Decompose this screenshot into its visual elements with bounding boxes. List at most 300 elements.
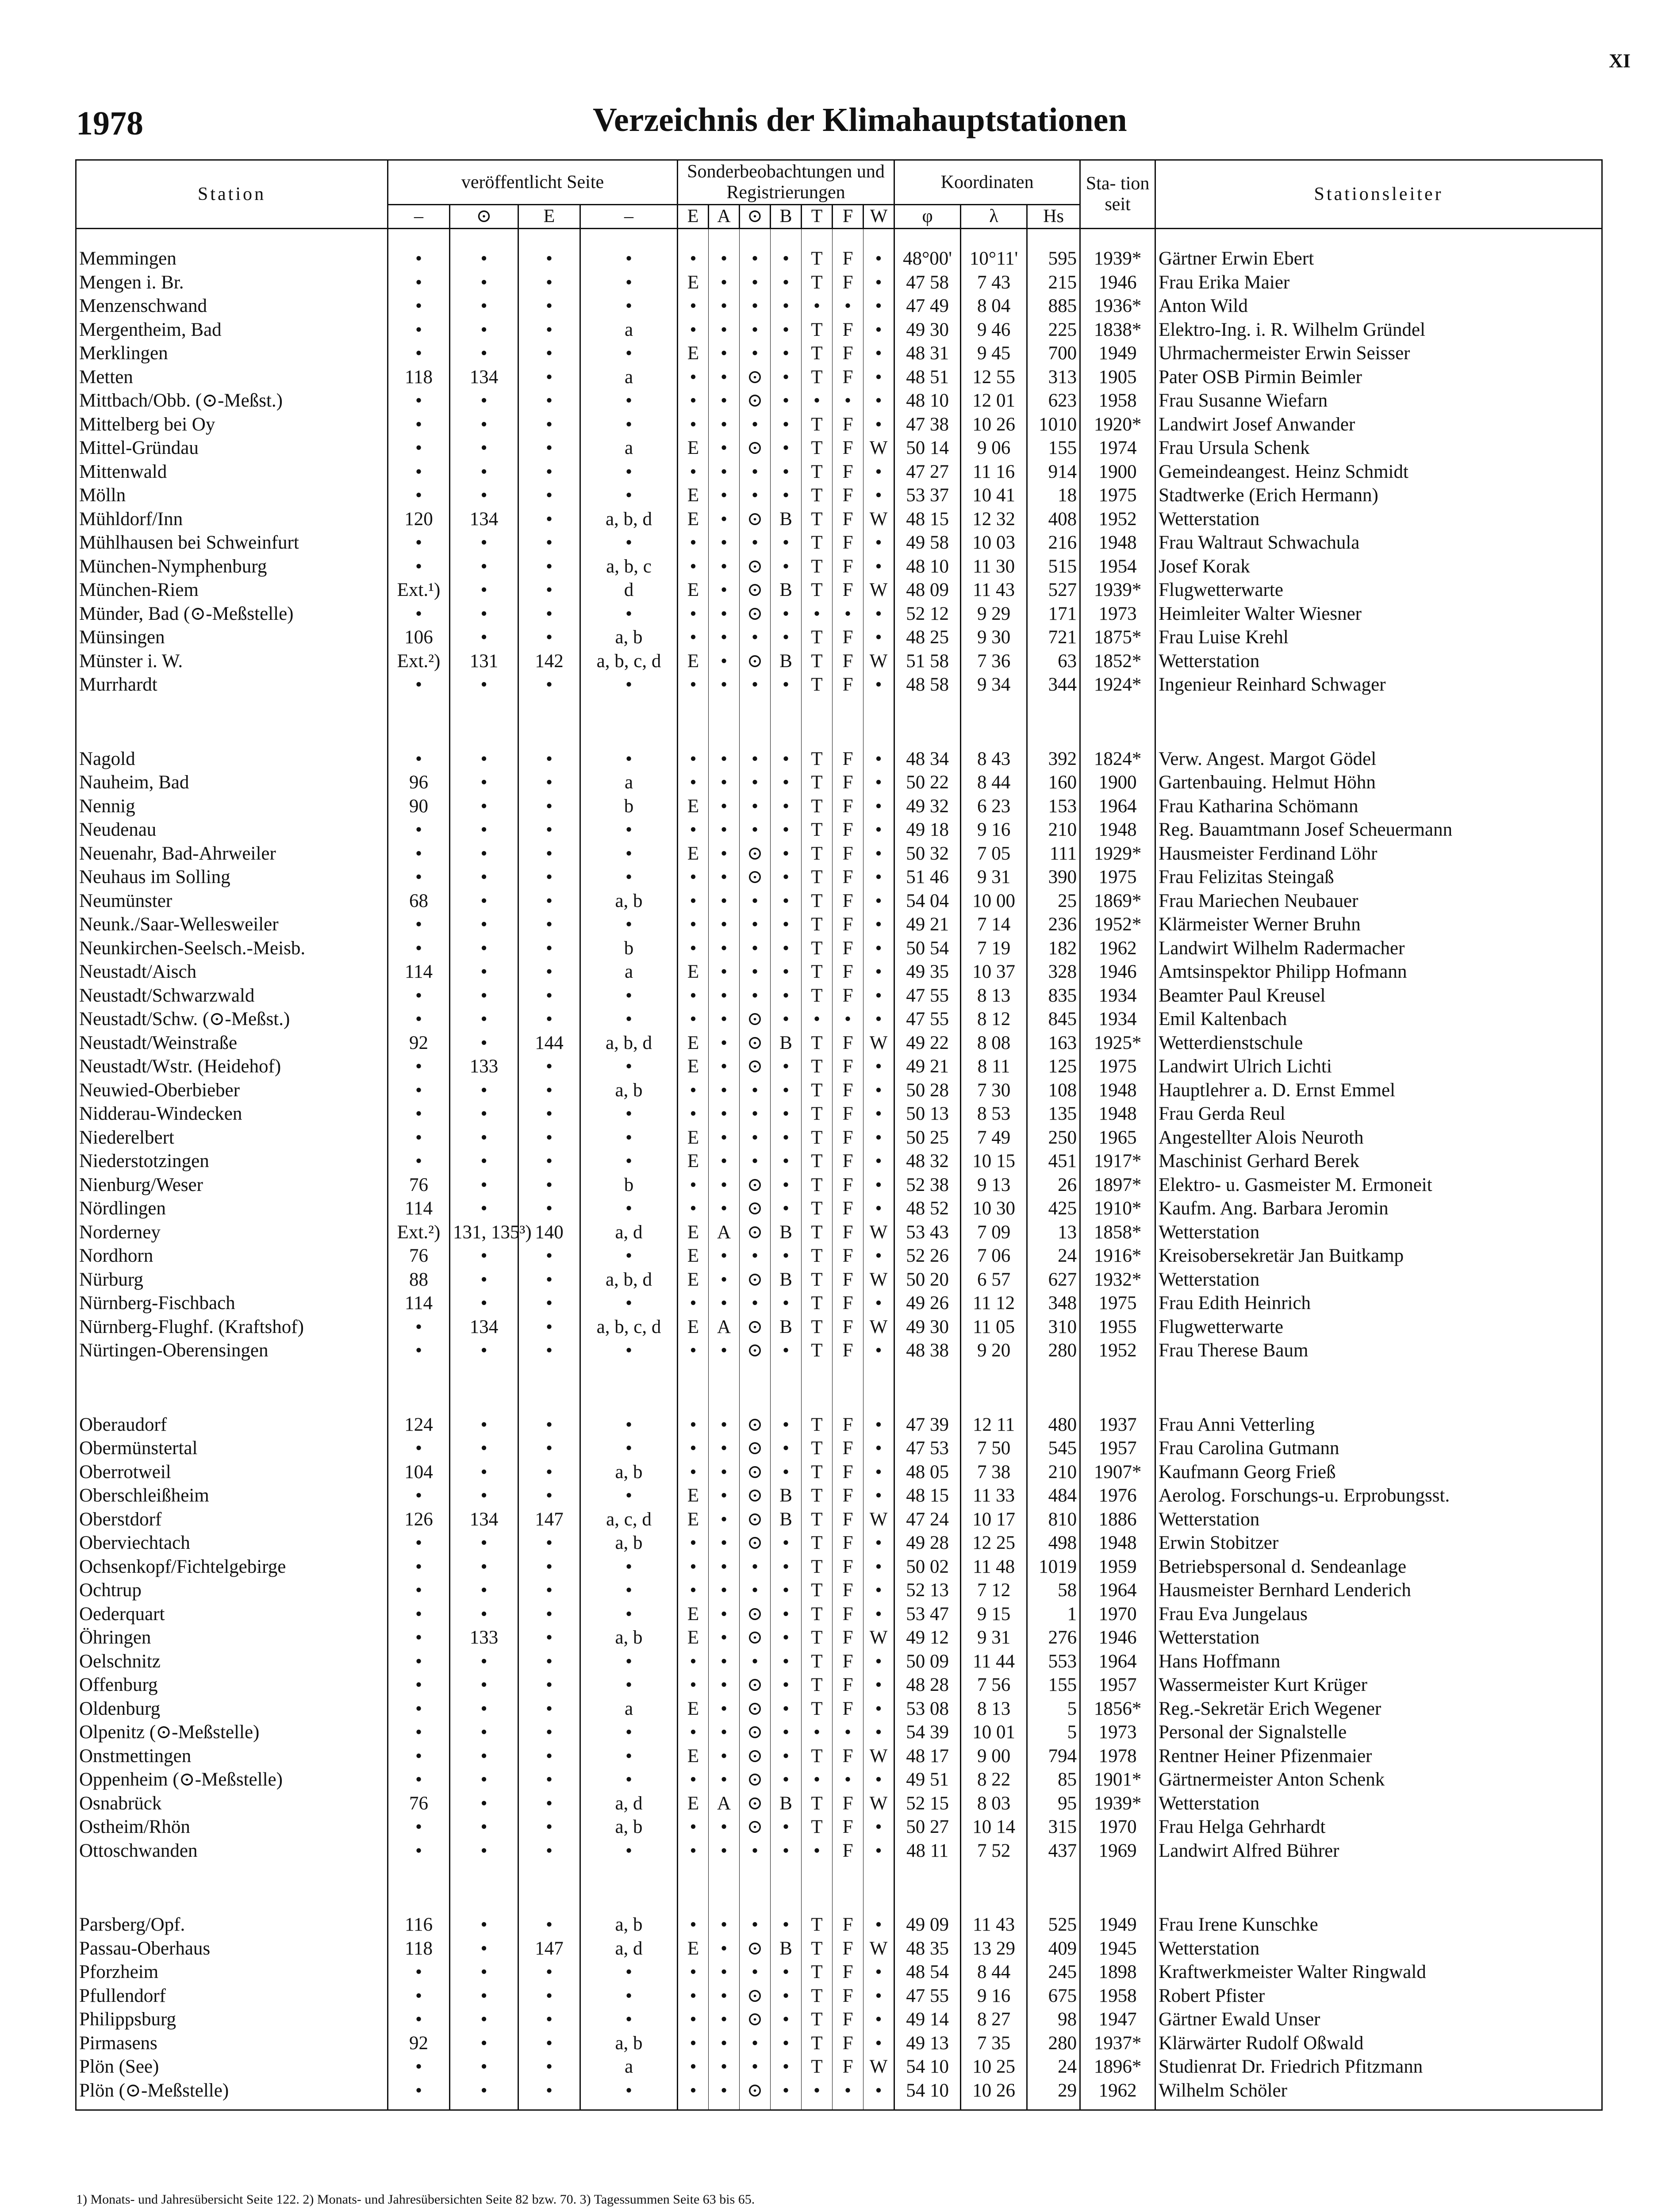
longitude: 7 38 [961,1460,1027,1484]
end-cell [580,2102,678,2110]
station-leader: Gemeindeangest. Heinz Schmidt [1155,460,1602,484]
table-row [76,1436,1602,1460]
pub-col-4: • [580,1650,678,1674]
pub-col-4: a [580,960,678,984]
flag-w: • [863,1697,894,1721]
flag-f: F [833,1126,863,1150]
flag-b: • [771,1007,802,1031]
flag-w: • [863,889,894,913]
pub-col-4: a, b, d [580,1268,678,1292]
station-leader: Frau Felizitas Steingaß [1155,865,1602,889]
pub-col-1: • [388,2079,450,2103]
altitude: 182 [1027,937,1080,960]
flag-t: T [802,1244,833,1268]
station-since: 1896* [1080,2055,1155,2079]
altitude: 515 [1027,555,1080,579]
flag-b: • [771,1720,802,1744]
end-cell [709,2102,740,2110]
table-row [76,1984,1602,2008]
flag-e: E [678,484,709,507]
pub-col-4: • [580,1744,678,1768]
pub-col-4: • [580,842,678,866]
pub-col-1: 118 [388,1937,450,1961]
flag-f: F [833,365,863,389]
altitude: 627 [1027,1268,1080,1292]
table-row [76,1197,1602,1221]
pub-col-4: • [580,747,678,771]
longitude: 7 14 [961,913,1027,937]
header-special-col: A [709,205,740,229]
pub-col-4: a, b, c, d [580,1315,678,1339]
spacer-cell [580,1863,678,1913]
station-name: Mühldorf/Inn [76,507,388,531]
pub-col-2: • [450,2079,518,2103]
flag-f: F [833,1578,863,1602]
flag-w: • [863,1960,894,1984]
longitude: 9 30 [961,626,1027,649]
station-leader: Elektro- u. Gasmeister M. Ermoneit [1155,1173,1602,1197]
pub-col-1: 118 [388,365,450,389]
pub-col-4: a, b [580,1913,678,1937]
table-row [76,1079,1602,1102]
altitude: 280 [1027,1339,1080,1363]
latitude: 48 11 [894,1839,961,1863]
station-name: Neustadt/Schw. (⊙-Meßst.) [76,1007,388,1031]
flag-w: • [863,673,894,697]
flag-e: • [678,460,709,484]
station-name: Nagold [76,747,388,771]
flag-f: F [833,889,863,913]
flag-a: • [709,1720,740,1744]
flag-b: • [771,889,802,913]
table-row [76,578,1602,602]
latitude: 48 52 [894,1197,961,1221]
station-leader: Wetterstation [1155,1268,1602,1292]
flag-t: T [802,984,833,1008]
flag-f: F [833,1079,863,1102]
flag-e: • [678,389,709,413]
flag-f: F [833,318,863,342]
flag-t: • [802,1720,833,1744]
table-row [76,1937,1602,1961]
station-name: Münder, Bad (⊙-Meßstelle) [76,602,388,626]
pub-col-1: • [388,1555,450,1579]
pub-col-4: • [580,271,678,295]
flag-a: • [709,1578,740,1602]
pub-col-4: • [580,1126,678,1150]
flag-sun: ⊙ [740,1007,771,1031]
station-since: 1824* [1080,747,1155,771]
pub-col-1: 124 [388,1413,450,1437]
group-spacer [76,1363,1602,1413]
station-since: 1975 [1080,484,1155,507]
flag-t: T [802,1937,833,1961]
spacer-cell [894,697,961,747]
altitude: 26 [1027,1173,1080,1197]
flag-b: B [771,1268,802,1292]
pub-col-2: • [450,342,518,365]
flag-sun: • [740,1839,771,1863]
spacer-cell [709,229,740,247]
spacer-cell [863,229,894,247]
longitude: 8 43 [961,747,1027,771]
flag-f: F [833,1602,863,1626]
pub-col-2: • [450,1984,518,2008]
pub-col-1: • [388,1079,450,1102]
station-since: 1969 [1080,1839,1155,1863]
flag-a: • [709,1960,740,1984]
table-row [76,673,1602,697]
spacer-cell [580,229,678,247]
pub-col-2: • [450,1960,518,1984]
flag-a: • [709,247,740,271]
latitude: 49 26 [894,1291,961,1315]
flag-a: • [709,1126,740,1150]
latitude: 50 20 [894,1268,961,1292]
flag-t: T [802,507,833,531]
pub-col-2: • [450,484,518,507]
flag-w: • [863,1079,894,1102]
flag-a: • [709,889,740,913]
station-leader: Frau Erika Maier [1155,271,1602,295]
station-since: 1900 [1080,771,1155,795]
longitude: 12 11 [961,1413,1027,1437]
flag-sun: • [740,1079,771,1102]
station-since: 1948 [1080,531,1155,555]
spacer-cell [678,697,709,747]
latitude: 47 49 [894,294,961,318]
flag-w: • [863,842,894,866]
pub-col-4: a [580,1697,678,1721]
pub-col-1: • [388,1626,450,1650]
end-cell [1027,2102,1080,2110]
flag-sun: • [740,294,771,318]
station-name: Menzenschwand [76,294,388,318]
latitude: 52 12 [894,602,961,626]
flag-w: • [863,602,894,626]
pub-col-3: • [518,1055,580,1079]
latitude: 53 37 [894,484,961,507]
pub-col-4: a, c, d [580,1508,678,1532]
flag-b: • [771,318,802,342]
station-leader: Betriebspersonal d. Sendeanlage [1155,1555,1602,1579]
flag-sun: • [740,937,771,960]
flag-sun: ⊙ [740,1315,771,1339]
flag-f: F [833,1484,863,1508]
flag-w: • [863,795,894,818]
end-cell [771,2102,802,2110]
flag-t: T [802,937,833,960]
pub-col-4: • [580,1436,678,1460]
station-leader: Gärtner Erwin Ebert [1155,247,1602,271]
flag-t: T [802,342,833,365]
station-since: 1939* [1080,578,1155,602]
flag-t: T [802,2008,833,2032]
header-coord-col: Hs [1027,205,1080,229]
longitude: 7 19 [961,937,1027,960]
longitude: 9 31 [961,865,1027,889]
station-name: Mölln [76,484,388,507]
pub-col-1: Ext.²) [388,649,450,673]
latitude: 50 54 [894,937,961,960]
longitude: 8 13 [961,984,1027,1008]
flag-a: • [709,389,740,413]
table-row [76,2055,1602,2079]
flag-w: • [863,1173,894,1197]
station-name: Nordhorn [76,1244,388,1268]
group-spacer [76,697,1602,747]
flag-sun: ⊙ [740,1413,771,1437]
longitude: 7 56 [961,1673,1027,1697]
longitude: 9 13 [961,1173,1027,1197]
pub-col-3: • [518,1960,580,1984]
longitude: 9 31 [961,1626,1027,1650]
header-coordinates: Koordinaten [894,160,1080,205]
flag-a: • [709,1079,740,1102]
longitude: 12 55 [961,365,1027,389]
pub-col-4: • [580,1555,678,1579]
flag-sun: • [740,342,771,365]
altitude: 845 [1027,1007,1080,1031]
table-row [76,1031,1602,1055]
flag-t: T [802,649,833,673]
latitude: 49 22 [894,1031,961,1055]
spacer-cell [1027,1863,1080,1913]
spacer-cell [961,1363,1027,1413]
pub-col-4: • [580,1839,678,1863]
flag-a: • [709,271,740,295]
flag-e: • [678,1913,709,1937]
pub-col-3: • [518,960,580,984]
flag-t: T [802,1602,833,1626]
flag-sun: ⊙ [740,2079,771,2103]
pub-col-1: • [388,1839,450,1863]
header-station-since: Sta- tion seit [1080,160,1155,229]
table-row [76,1650,1602,1674]
table-row [76,1221,1602,1244]
longitude: 10 26 [961,413,1027,437]
flag-b: • [771,484,802,507]
station-since: 1948 [1080,1079,1155,1102]
spacer-cell [802,229,833,247]
latitude: 48 05 [894,1460,961,1484]
flag-a: • [709,1650,740,1674]
flag-b: B [771,1937,802,1961]
flag-f: F [833,937,863,960]
flag-e: • [678,626,709,649]
station-since: 1907* [1080,1460,1155,1484]
pub-col-1: 88 [388,1268,450,1292]
flag-b: • [771,436,802,460]
altitude: 409 [1027,1937,1080,1961]
flag-f: F [833,1839,863,1863]
flag-sun: ⊙ [740,507,771,531]
pub-col-3: • [518,1291,580,1315]
flag-w: • [863,271,894,295]
flag-b: • [771,1650,802,1674]
spacer-cell [388,1863,450,1913]
pub-col-2: 134 [450,1315,518,1339]
station-name: Mittelberg bei Oy [76,413,388,437]
table-row [76,602,1602,626]
pub-col-2: • [450,1673,518,1697]
flag-b: • [771,1126,802,1150]
pub-col-4: • [580,389,678,413]
pub-col-1: • [388,1315,450,1339]
spacer-cell [863,1363,894,1413]
flag-a: • [709,436,740,460]
flag-a: • [709,1839,740,1863]
flag-e: • [678,747,709,771]
station-leader: Frau Therese Baum [1155,1339,1602,1363]
spacer-cell [802,697,833,747]
station-name: Mergentheim, Bad [76,318,388,342]
station-since: 1957 [1080,1436,1155,1460]
pub-col-4: • [580,1578,678,1602]
flag-e: E [678,1744,709,1768]
flag-f: F [833,2055,863,2079]
station-name: Neustadt/Aisch [76,960,388,984]
station-since: 1973 [1080,1720,1155,1744]
altitude: 810 [1027,1508,1080,1532]
pub-col-3: • [518,818,580,842]
pub-col-3: • [518,1839,580,1863]
station-leader: Gärtner Ewald Unser [1155,2008,1602,2032]
flag-a: • [709,2055,740,2079]
station-since: 1949 [1080,342,1155,365]
flag-t: T [802,1339,833,1363]
station-name: Neudenau [76,818,388,842]
flag-w: • [863,1555,894,1579]
end-cell [388,2102,450,2110]
flag-t: T [802,1126,833,1150]
station-name: Nienburg/Weser [76,1173,388,1197]
pub-col-3: • [518,1913,580,1937]
header-published: veröffentlicht Seite [388,160,678,205]
pub-col-1: • [388,1007,450,1031]
flag-t: T [802,889,833,913]
pub-col-1: • [388,1484,450,1508]
pub-col-2: • [450,460,518,484]
flag-b: • [771,913,802,937]
latitude: 50 13 [894,1102,961,1126]
flag-w: W [863,1626,894,1650]
flag-f: F [833,247,863,271]
latitude: 48 35 [894,1937,961,1961]
flag-sun: • [740,1291,771,1315]
flag-e: E [678,1126,709,1150]
flag-e: E [678,271,709,295]
pub-col-3: 147 [518,1508,580,1532]
end-cell [1155,2102,1602,2110]
end-cell [678,2102,709,2110]
station-since: 1869* [1080,889,1155,913]
flag-sun: • [740,795,771,818]
station-leader: Pater OSB Pirmin Beimler [1155,365,1602,389]
pub-col-4: • [580,1484,678,1508]
table-row [76,555,1602,579]
flag-f: F [833,626,863,649]
flag-e: • [678,771,709,795]
flag-sun: ⊙ [740,1768,771,1792]
flag-a: • [709,1531,740,1555]
pub-col-1: • [388,865,450,889]
station-leader: Kaufmann Georg Frieß [1155,1460,1602,1484]
flag-f: F [833,865,863,889]
table-row [76,960,1602,984]
station-name: Ochsenkopf/Fichtelgebirge [76,1555,388,1579]
latitude: 48 25 [894,626,961,649]
longitude: 8 04 [961,294,1027,318]
flag-f: F [833,578,863,602]
spacer-cell [518,697,580,747]
longitude: 12 32 [961,507,1027,531]
longitude: 11 44 [961,1650,1027,1674]
latitude: 49 30 [894,1315,961,1339]
header-leader: Stationsleiter [1155,160,1602,229]
pub-col-1: • [388,1436,450,1460]
latitude: 49 58 [894,531,961,555]
longitude: 10 30 [961,1197,1027,1221]
station-name: Norderney [76,1221,388,1244]
station-leader: Amtsinspektor Philipp Hofmann [1155,960,1602,984]
flag-f: F [833,484,863,507]
flag-sun: • [740,818,771,842]
pub-col-1: • [388,818,450,842]
table-row [76,649,1602,673]
altitude: 1 [1027,1602,1080,1626]
flag-w: • [863,1055,894,1079]
flag-f: F [833,2032,863,2055]
flag-t: T [802,1673,833,1697]
flag-t: T [802,1291,833,1315]
flag-sun: ⊙ [740,649,771,673]
pub-col-2: • [450,889,518,913]
altitude: 408 [1027,507,1080,531]
flag-b: • [771,460,802,484]
station-name: Mittbach/Obb. (⊙-Meßst.) [76,389,388,413]
station-name: Obermünstertal [76,1436,388,1460]
pub-col-2: • [450,1602,518,1626]
latitude: 50 22 [894,771,961,795]
table-row [76,1960,1602,1984]
altitude: 63 [1027,649,1080,673]
station-name: Pirmasens [76,2032,388,2055]
pub-col-3: • [518,413,580,437]
flag-t: T [802,818,833,842]
flag-f: F [833,1460,863,1484]
station-leader: Flugwetterwarte [1155,578,1602,602]
station-leader: Wetterstation [1155,1792,1602,1816]
flag-b: • [771,771,802,795]
station-name: Pfullendorf [76,1984,388,2008]
altitude: 885 [1027,294,1080,318]
pub-col-3: • [518,1555,580,1579]
altitude: 85 [1027,1768,1080,1792]
station-leader: Verw. Angest. Margot Gödel [1155,747,1602,771]
longitude: 10 01 [961,1720,1027,1744]
flag-a: • [709,1602,740,1626]
flag-b: • [771,2032,802,2055]
pub-col-2: • [450,1650,518,1674]
station-name: Neunk./Saar-Wellesweiler [76,913,388,937]
pub-col-2: • [450,1913,518,1937]
altitude: 24 [1027,1244,1080,1268]
flag-f: F [833,1555,863,1579]
flag-a: • [709,342,740,365]
pub-col-4: • [580,1339,678,1363]
flag-t: T [802,1984,833,2008]
